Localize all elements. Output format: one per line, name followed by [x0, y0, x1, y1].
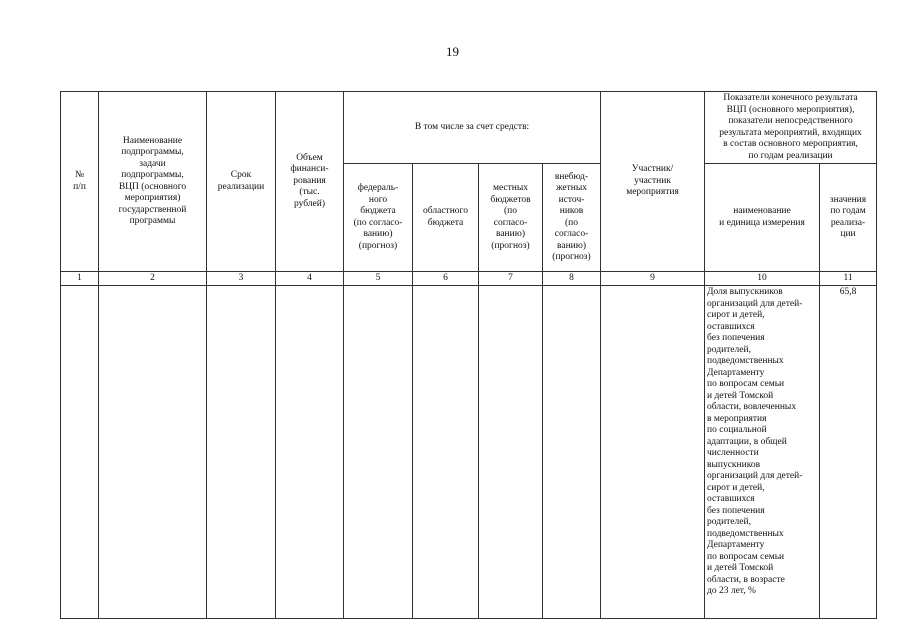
column-number: 5 — [344, 272, 413, 286]
column-number: 4 — [276, 272, 344, 286]
header-federal-budget: федераль- ного бюджета (по согласо- ванию) (прогноз) — [344, 164, 413, 272]
cell-indicator-value: 65,8 — [820, 286, 877, 619]
header-local-budget: местных бюджетов (по согласо- ванию) (прогноз) — [479, 164, 543, 272]
column-number: 6 — [413, 272, 479, 286]
header-period: Срок реализации — [207, 92, 276, 272]
cell-participant — [601, 286, 705, 619]
header-indicators-group: Показатели конечного результата ВЦП (основного мероприятия), показатели непосредственного результата мероприятий, входящих в состав основного мероприятия, по годам реализации — [705, 92, 877, 164]
header-participant: Участник/ участник мероприятия — [601, 92, 705, 272]
cell-regional-budget — [413, 286, 479, 619]
header-indicator-values: значения по годам реализа- ции — [820, 164, 877, 272]
column-number: 2 — [99, 272, 207, 286]
column-number: 8 — [543, 272, 601, 286]
header-financing: Объем финанси- рования (тыс. рублей) — [276, 92, 344, 272]
column-number: 7 — [479, 272, 543, 286]
header-extrabudgetary: внебюд- жетных источ- ников (по согласо- ванию) (прогноз) — [543, 164, 601, 272]
cell-name — [99, 286, 207, 619]
column-number: 11 — [820, 272, 877, 286]
cell-extrabudgetary — [543, 286, 601, 619]
program-table — [60, 91, 877, 619]
header-indicator-name: наименование и единица измерения — [705, 164, 820, 272]
cell-number — [61, 286, 99, 619]
page-number: 19 — [446, 44, 459, 59]
cell-local-budget — [479, 286, 543, 619]
header-sources-group: В том числе за счет средств: — [344, 92, 601, 164]
header-regional-budget: областного бюджета — [413, 164, 479, 272]
cell-period — [207, 286, 276, 619]
column-number: 10 — [705, 272, 820, 286]
header-number: № п/п — [61, 92, 99, 272]
header-name: Наименование подпрограммы, задачи подпрограммы, ВЦП (основного мероприятия) государственной программы — [99, 92, 207, 272]
cell-federal-budget — [344, 286, 413, 619]
cell-indicator-name: Доля выпускников организаций для детей- сирот и детей, оставшихся без попечения родителей, подведомственных Департаменту по вопросам семьи и детей Томской области, вовлеченных в мероприятия по социальной адаптации, в общей численности выпускников организаций для детей- сирот и детей, оставшихся без попечения родителей, подведомственных Департаменту по вопросам семьи и детей Томской области, в возрасте до 23 лет, % — [705, 286, 820, 619]
cell-financing — [276, 286, 344, 619]
column-number: 1 — [61, 272, 99, 286]
column-number: 9 — [601, 272, 705, 286]
column-number: 3 — [207, 272, 276, 286]
